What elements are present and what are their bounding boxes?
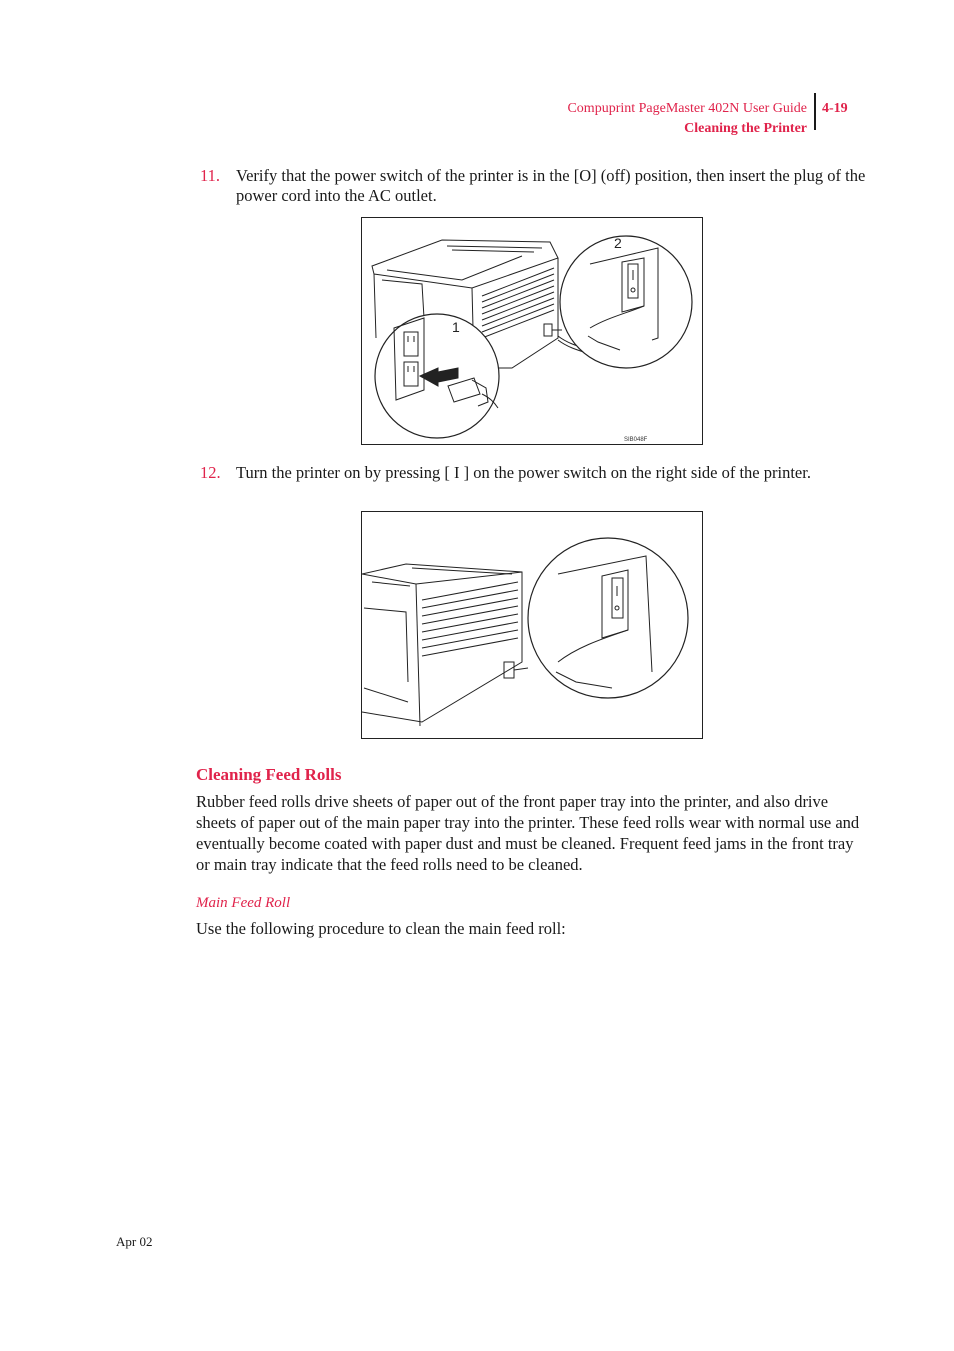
subsection-heading: Main Feed Roll xyxy=(196,895,291,911)
page-number: 4-19 xyxy=(822,101,848,116)
step-text: Turn the printer on by pressing [ I ] on the power switch on the right side of the printer. xyxy=(236,463,811,482)
running-header xyxy=(567,99,807,139)
printer-outlet-illustration xyxy=(362,218,702,444)
figure-power-cord xyxy=(361,217,703,445)
step-number: 12. xyxy=(200,463,221,482)
step-number: 11. xyxy=(200,166,221,185)
footer-date: Apr 02 xyxy=(116,1234,153,1249)
figure-code: SIB048F xyxy=(624,437,648,443)
header-divider xyxy=(814,93,816,130)
subsection-body: Use the following procedure to clean the main feed roll: xyxy=(196,919,566,938)
section-heading: Cleaning Feed Rolls xyxy=(196,765,342,784)
section-body: Rubber feed rolls drive sheets of paper out of the front paper tray into the printer, and also drive sheets of paper out of the main paper tray into the printer. These feed rolls wear with normal use and eventually become coated with paper dust and must be cleaned. Frequent feed jams in the front tray or main tray indicate that the feed rolls need to be cleaned. xyxy=(196,792,860,874)
step-12 xyxy=(200,463,870,483)
callout-1: 1 xyxy=(452,319,460,335)
step-text: Verify that the power switch of the printer is in the [O] (off) position, then insert the plug of the power cord into the AC outlet. xyxy=(236,166,866,205)
figure-power-switch xyxy=(361,511,703,739)
callout-2: 2 xyxy=(614,235,622,251)
document-title: Compuprint PageMaster 402N User Guide xyxy=(567,101,807,116)
step-11 xyxy=(200,166,870,206)
printer-switch-illustration xyxy=(362,512,702,738)
section-title: Cleaning the Printer xyxy=(684,121,807,136)
